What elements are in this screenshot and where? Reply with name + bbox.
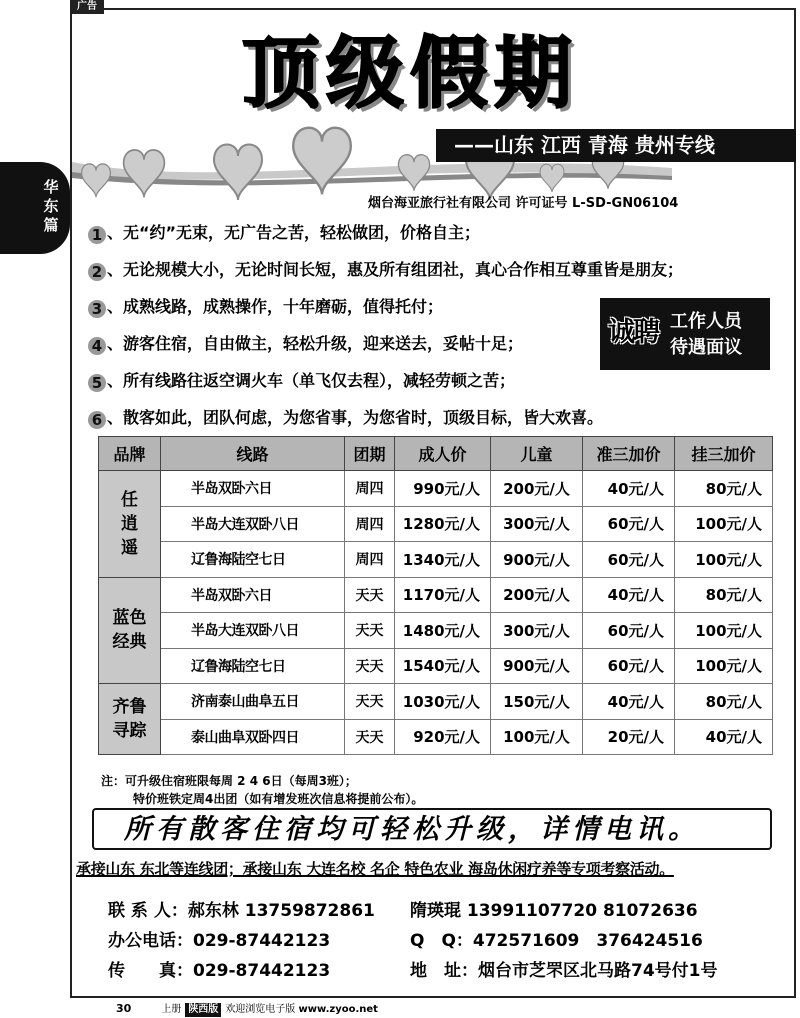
schedule-cell: 周四 xyxy=(345,506,395,542)
ad-tag: 广告 xyxy=(70,0,104,14)
child-price-cell: 200元/人 xyxy=(491,577,583,613)
child-price-cell: 900元/人 xyxy=(491,542,583,578)
website-link[interactable]: www.zyoo.net xyxy=(298,1004,378,1015)
route-cell: 泰山曲阜双卧四日 xyxy=(161,719,345,755)
table-row xyxy=(99,684,773,720)
feature-text: 、无“约”无束，无广告之苦，轻松做团，价格自主； xyxy=(107,223,481,242)
quasi-triple-cell: 40元/人 xyxy=(583,684,675,720)
page-number: 30 xyxy=(116,1002,132,1015)
triple-cell: 100元/人 xyxy=(675,648,773,684)
contact-row xyxy=(108,926,798,956)
schedule-cell: 天天 xyxy=(345,613,395,649)
company-license: 烟台海亚旅行社有限公司 许可证号 L-SD-GN06104 xyxy=(368,196,679,211)
brand-cell: 齐鲁寻踪 xyxy=(99,684,161,755)
schedule-cell: 天天 xyxy=(345,648,395,684)
schedule-cell: 天天 xyxy=(345,684,395,720)
page-footer xyxy=(116,1000,796,1018)
adult-price-cell: 1030元/人 xyxy=(395,684,491,720)
column-header: 线路 xyxy=(161,437,345,471)
child-price-cell: 150元/人 xyxy=(491,684,583,720)
contact-person: 联 系 人：郝东林 13759872861 xyxy=(108,901,375,921)
contact-person-2: 隋瑛琨 13991107720 81072636 xyxy=(410,901,698,921)
column-header: 挂三加价 xyxy=(675,437,773,471)
table-header-row xyxy=(99,437,773,471)
recruit-heading: 诚聘 xyxy=(608,317,658,348)
routes-banner: ——山东 江西 青海 贵州专线 xyxy=(436,129,796,162)
column-header: 儿童 xyxy=(491,437,583,471)
slogan-box xyxy=(92,808,772,850)
quasi-triple-cell: 20元/人 xyxy=(583,719,675,755)
feature-number: 2 xyxy=(88,263,106,281)
feature-text: 、散客如此，团队何虑，为您省事，为您省时，顶级目标，皆大欢喜。 xyxy=(107,408,604,427)
note-line-2: 特价班铁定周4出团（如有增发班次信息将提前公布）。 xyxy=(133,792,424,806)
child-price-cell: 200元/人 xyxy=(491,471,583,507)
feature-number: 3 xyxy=(88,300,106,318)
adult-price-cell: 1170元/人 xyxy=(395,577,491,613)
address: 地 址：烟台市芝罘区北马路74号付1号 xyxy=(410,961,718,981)
adult-price-cell: 920元/人 xyxy=(395,719,491,755)
feature-item xyxy=(88,399,793,436)
recruitment-box xyxy=(600,298,770,370)
table-row xyxy=(99,613,773,649)
edition-badge: 陕西版 xyxy=(185,1003,221,1017)
volume-label: 上册 xyxy=(161,1004,182,1015)
route-cell: 半岛大连双卧八日 xyxy=(161,506,345,542)
feature-text: 、所有线路往返空调火车（单飞仅去程），减轻劳顿之苦； xyxy=(107,371,516,390)
slogan-text: 所有散客住宿均可轻松升级，详情电讯。 xyxy=(124,814,700,845)
route-cell: 辽鲁海陆空七日 xyxy=(161,648,345,684)
feature-number: 4 xyxy=(88,337,106,355)
route-cell: 半岛双卧六日 xyxy=(161,577,345,613)
adult-price-cell: 1480元/人 xyxy=(395,613,491,649)
route-cell: 辽鲁海陆空七日 xyxy=(161,542,345,578)
route-cell: 半岛双卧六日 xyxy=(161,471,345,507)
region-label: 华东篇 xyxy=(43,178,59,234)
schedule-cell: 天天 xyxy=(345,719,395,755)
table-row xyxy=(99,719,773,755)
feature-text: 、成熟线路，成熟操作，十年磨砺，值得托付； xyxy=(107,297,444,316)
table-row xyxy=(99,577,773,613)
contact-info xyxy=(108,896,798,986)
adult-price-cell: 1540元/人 xyxy=(395,648,491,684)
child-price-cell: 900元/人 xyxy=(491,648,583,684)
footer-text: 欢迎浏览电子版 xyxy=(225,1004,296,1015)
recruit-line-2: 待遇面议 xyxy=(670,337,742,358)
quasi-triple-cell: 60元/人 xyxy=(583,542,675,578)
quasi-triple-cell: 40元/人 xyxy=(583,471,675,507)
child-price-cell: 100元/人 xyxy=(491,719,583,755)
schedule-cell: 周四 xyxy=(345,542,395,578)
brand-cell: 任逍遥 xyxy=(99,471,161,578)
schedule-cell: 周四 xyxy=(345,471,395,507)
brand-cell: 蓝色经典 xyxy=(99,577,161,684)
quasi-triple-cell: 60元/人 xyxy=(583,613,675,649)
table-row xyxy=(99,648,773,684)
triple-cell: 100元/人 xyxy=(675,542,773,578)
office-phone: 办公电话：029-87442123 xyxy=(108,931,331,951)
adult-price-cell: 990元/人 xyxy=(395,471,491,507)
child-price-cell: 300元/人 xyxy=(491,613,583,649)
column-header: 成人价 xyxy=(395,437,491,471)
triple-cell: 80元/人 xyxy=(675,471,773,507)
services-line: 承接山东 东北等连线团；承接山东 大连名校 名企 特色农业 海岛休闲疗养等专项考察活动。 xyxy=(76,860,674,878)
triple-cell: 100元/人 xyxy=(675,613,773,649)
route-cell: 半岛大连双卧八日 xyxy=(161,613,345,649)
table-row xyxy=(99,506,773,542)
feature-text: 、游客住宿，自由做主，轻松升级，迎来送去，妥帖十足； xyxy=(107,334,524,353)
table-row xyxy=(99,542,773,578)
region-side-tab xyxy=(0,162,70,254)
quasi-triple-cell: 60元/人 xyxy=(583,506,675,542)
note-line-1: 注：可升级住宿班限每周 2 4 6日（每周3班）； xyxy=(101,774,357,788)
schedule-cell: 天天 xyxy=(345,577,395,613)
adult-price-cell: 1340元/人 xyxy=(395,542,491,578)
feature-number: 6 xyxy=(88,411,106,429)
adult-price-cell: 1280元/人 xyxy=(395,506,491,542)
recruit-line-1: 工作人员 xyxy=(670,311,742,332)
feature-text: 、无论规模大小，无论时间长短，惠及所有组团社，真心合作相互尊重皆是朋友； xyxy=(107,260,684,279)
column-header: 品牌 xyxy=(99,437,161,471)
table-row xyxy=(99,471,773,507)
price-table xyxy=(98,436,773,755)
column-header: 团期 xyxy=(345,437,395,471)
main-title: 顶级假期 xyxy=(241,29,578,119)
triple-cell: 40元/人 xyxy=(675,719,773,755)
quasi-triple-cell: 60元/人 xyxy=(583,648,675,684)
feature-item xyxy=(88,214,793,251)
contact-row xyxy=(108,956,798,986)
contact-row xyxy=(108,896,798,926)
feature-number: 5 xyxy=(88,374,106,392)
triple-cell: 80元/人 xyxy=(675,684,773,720)
column-header: 准三加价 xyxy=(583,437,675,471)
feature-number: 1 xyxy=(88,226,106,244)
fax-number: 传 真：029-87442123 xyxy=(108,961,331,981)
feature-item xyxy=(88,251,793,288)
triple-cell: 100元/人 xyxy=(675,506,773,542)
quasi-triple-cell: 40元/人 xyxy=(583,577,675,613)
triple-cell: 80元/人 xyxy=(675,577,773,613)
qq-numbers: Q Q：472571609 376424516 xyxy=(410,931,703,951)
child-price-cell: 300元/人 xyxy=(491,506,583,542)
route-cell: 济南泰山曲阜五日 xyxy=(161,684,345,720)
table-notes xyxy=(101,772,423,808)
